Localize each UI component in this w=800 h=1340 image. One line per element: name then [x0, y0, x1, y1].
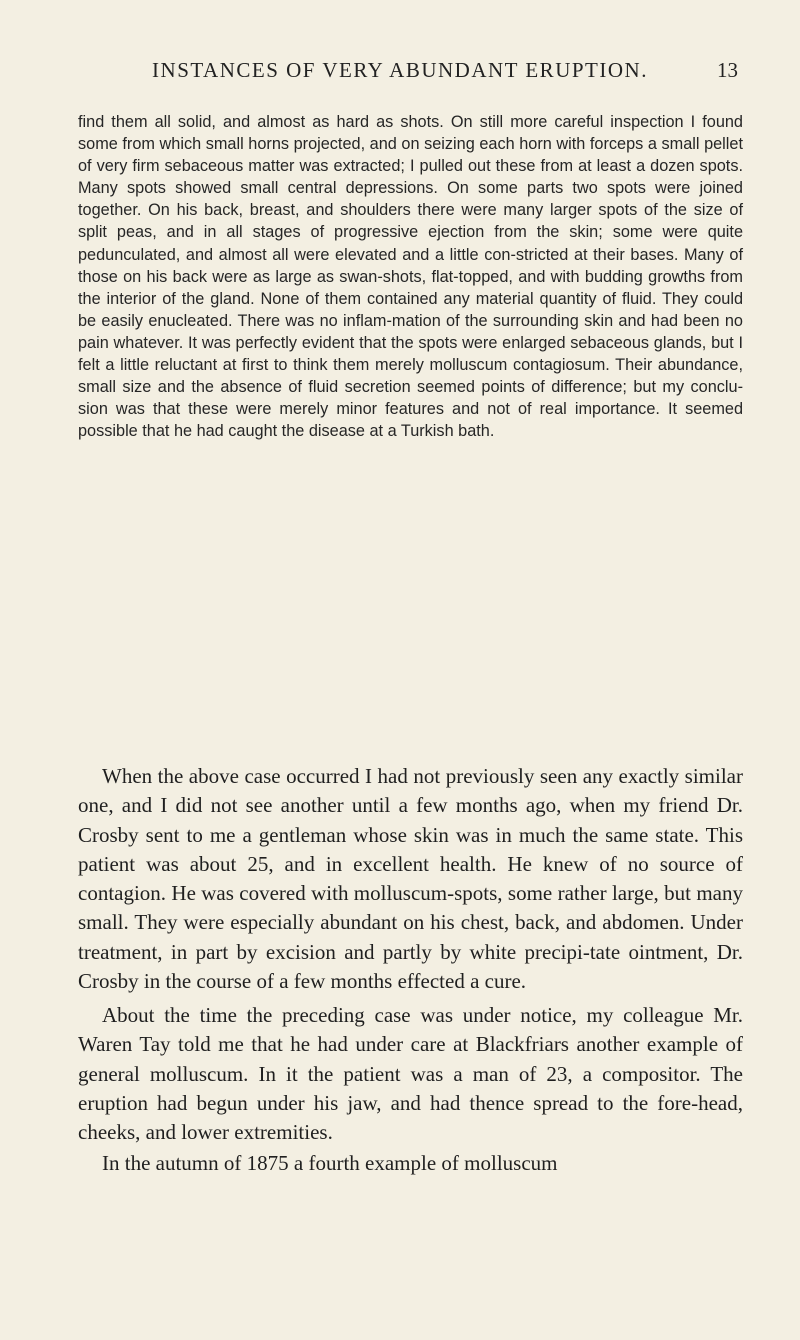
page-header	[0, 58, 800, 98]
text-block-dr-crosby-case	[78, 762, 743, 996]
paragraph-crosby-case: When the above case occurred I had not previously seen any exactly similar one, and I did not see another until a few months ago, when my friend Dr. Crosby sent to me a gentleman whose skin was in much the same state. This patient was about 25, and in excellent health. He knew of no source of contagion. He was covered with molluscum-spots, some rather large, but many small. They were especially abundant on his chest, back, and abdomen. Under treatment, in part by excision and partly by white precipi-tate ointment, Dr. Crosby in the course of a few months effected a cure.	[78, 764, 743, 994]
page-number: 13	[717, 58, 738, 82]
paragraph-continuation: find them all solid, and almost as hard as shots. On still more careful inspection I found some from which small horns projected, and on seizing each horn with forceps a small pellet of very firm sebaceous matter was extracted; I pulled out these from at least a dozen spots. Many spots showed small central depressions. On some parts two spots were joined together. On his back, breast, and shoulders there were many larger spots of the size of split peas, and in all stages of progressive ejection from the skin; some were quite pedunculated, and almost all were elevated and a little con-stricted at their bases. Many of those on his back were as large as swan-shots, flat-topped, and with budding growths from the interior of the gland. None of them contained any material quantity of fluid. They could be easily enucleated. There was no inflam-mation of the surrounding skin and had been no pain whatever. It was perfectly evident that the spots were enlarged sebaceous glands, but I felt a little reluctant at first to think them merely molluscum contagiosum. Their abundance, small size and the absence of fluid secretion seemed points of difference; but my conclu-sion was that these were merely minor features and not of real importance. It seemed possible that he had caught the disease at a Turkish bath.	[78, 113, 743, 441]
running-title: INSTANCES OF VERY ABUNDANT ERUPTION.	[152, 58, 648, 82]
paragraph-fourth-example: In the autumn of 1875 a fourth example of molluscum	[102, 1151, 558, 1176]
paragraph-waren-tay-case: About the time the preceding case was under notice, my colleague Mr. Waren Tay told me that he had under care at Blackfriars another example of general molluscum. In it the patient was a man of 23, a compositor. The eruption had begun under his jaw, and had thence spread to the fore-head, cheeks, and lower extremities.	[78, 1003, 743, 1145]
text-block-small-print	[78, 111, 743, 442]
text-block-further-cases	[78, 1001, 743, 1179]
